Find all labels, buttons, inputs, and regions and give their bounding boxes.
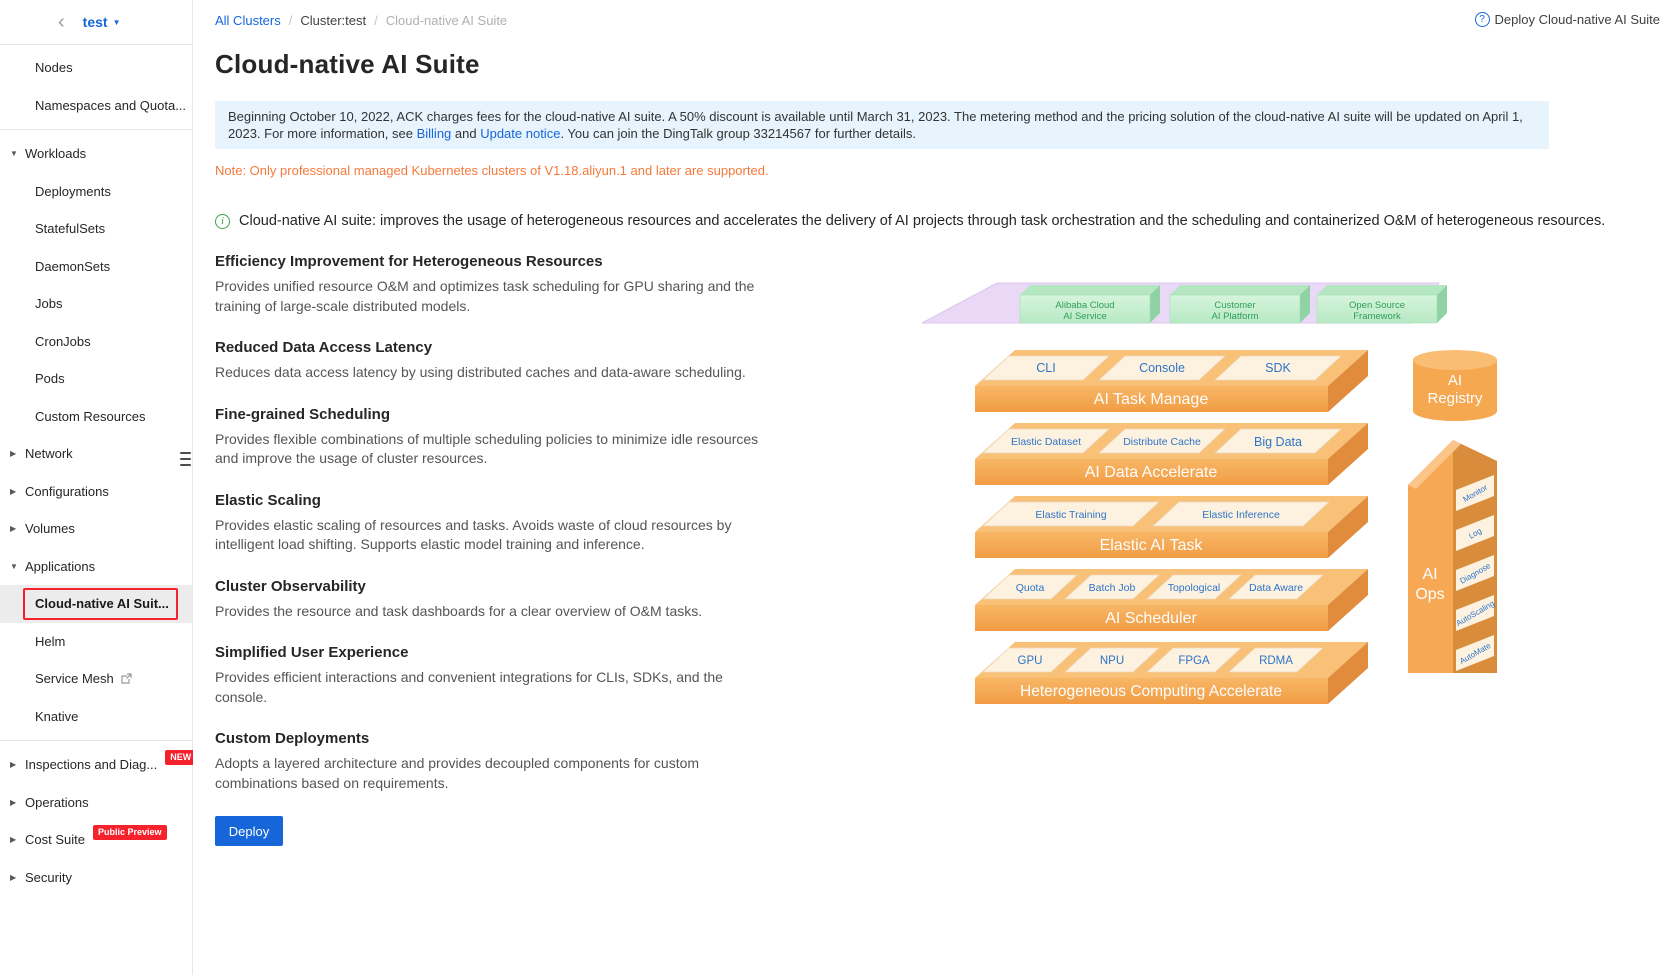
svg-text:Elastic AI Task: Elastic AI Task (1099, 537, 1203, 554)
sidebar-item-helm[interactable]: Helm (35, 633, 66, 649)
sidebar-item-deployments[interactable]: Deployments (35, 183, 111, 199)
svg-text:AI Scheduler: AI Scheduler (1105, 610, 1197, 627)
svg-text:Alibaba Cloud: Alibaba Cloud (1055, 300, 1115, 311)
update-notice-link[interactable]: Update notice (480, 126, 561, 141)
svg-text:Framework: Framework (1353, 311, 1401, 322)
sidebar-item-pods[interactable]: Pods (35, 371, 65, 387)
caret-down-icon (10, 149, 25, 158)
sidebar-group-workloads[interactable]: ▼ Workloads (0, 135, 192, 173)
sidebar-group-security[interactable]: ▶ Security (0, 859, 192, 897)
feature-efficiency: Efficiency Improvement for Heterogeneous Resources Provides unified resource O&M and optimizes task scheduling for GPU sharing and the training of large-scale distributed models. (215, 253, 755, 314)
svg-text:Data Aware: Data Aware (1248, 582, 1304, 594)
svg-text:Batch Job: Batch Job (1088, 582, 1136, 594)
svg-text:RDMA: RDMA (1259, 655, 1293, 667)
svg-text:Console: Console (1139, 361, 1185, 375)
svg-text:Log: Log (1467, 526, 1484, 541)
feature-user-experience: Simplified User Experience Provides efficient interactions and convenient integrations for CLIs, SDKs, and the console. (215, 644, 723, 705)
svg-text:Customer: Customer (1214, 300, 1256, 311)
svg-text:Ops: Ops (1415, 586, 1445, 603)
sidebar-item-service-mesh[interactable]: Service Mesh (0, 660, 192, 698)
layer-ai-task-manage (975, 350, 1368, 412)
box-customer-ai-platform (1170, 285, 1310, 323)
svg-text:AI Data Accelerate: AI Data Accelerate (1084, 464, 1218, 481)
breadcrumb-cluster[interactable]: Cluster:test (300, 13, 367, 28)
main-content (193, 0, 1668, 975)
svg-text:GPU: GPU (1017, 655, 1043, 667)
svg-text:Elastic Inference: Elastic Inference (1202, 509, 1280, 521)
svg-text:Big Data: Big Data (1254, 435, 1302, 449)
caret-right-icon (10, 873, 25, 882)
sidebar-nav (0, 45, 192, 896)
svg-text:SDK: SDK (1265, 361, 1291, 375)
svg-text:AI Service: AI Service (1063, 311, 1107, 322)
sidebar-group-inspections[interactable]: ▶ Inspections and Diag... NEW (0, 746, 192, 784)
feature-latency: Reduced Data Access Latency Reduces data access latency by using distributed caches and data-aware scheduling. (215, 339, 746, 380)
svg-text:Heterogeneous Computing Accele: Heterogeneous Computing Accelerate (1020, 683, 1282, 700)
sidebar-group-configurations[interactable]: ▶ Configurations (0, 473, 192, 511)
new-badge: NEW (165, 750, 196, 765)
svg-text:Elastic Dataset: Elastic Dataset (1010, 436, 1082, 448)
sidebar-item-namespaces[interactable]: Namespaces and Quota... (35, 97, 187, 113)
sidebar-item-cloud-native-ai-suite[interactable]: Cloud-native AI Suit... (0, 585, 192, 623)
billing-link[interactable]: Billing (416, 126, 452, 141)
svg-text:AI Platform: AI Platform (1211, 311, 1259, 322)
sidebar-item-jobs[interactable]: Jobs (35, 296, 63, 312)
external-link-icon (121, 673, 132, 684)
breadcrumb-all-clusters[interactable]: All Clusters (215, 13, 281, 28)
svg-text:CLI: CLI (1036, 361, 1056, 375)
sidebar-item-nodes[interactable]: Nodes (35, 60, 73, 76)
svg-text:Topological: Topological (1167, 582, 1221, 594)
ai-registry-cylinder (1413, 350, 1497, 421)
page-title: Cloud-native AI Suite (215, 49, 480, 79)
intro-line: i Cloud-native AI suite: improves the usage of heterogeneous resources and accelerates the delivery of AI projects through task orchestration and the scheduling and containerized O&M of heterogeneous resources. (215, 213, 1668, 229)
feature-elastic-scaling: Elastic Scaling Provides elastic scaling of resources and tasks. Avoids waste of cloud resources by intelligent load shifting. Supports elastic model training and inference. (215, 491, 732, 552)
caret-right-icon (10, 449, 25, 458)
feature-list (215, 253, 773, 846)
fee-notice-banner: Beginning October 10, 2022, ACK charges fees for the cloud-native AI suite. A 50% discount is available until March 31, 2023. The metering method and the pricing solution of the cloud-native AI suite will be updated on April 1, 2023. For more information, see Billing and Update notice. You can join the DingTalk group 33214567 for further details. (215, 101, 1549, 149)
svg-text:Diagnose: Diagnose (1458, 561, 1493, 586)
svg-text:AutoScaling: AutoScaling (1454, 598, 1496, 629)
layer-ai-scheduler (975, 569, 1368, 631)
sidebar-item-cronjobs[interactable]: CronJobs (35, 333, 91, 349)
back-chevron-icon[interactable] (58, 12, 65, 32)
box-alibaba-cloud-ai-service (1020, 285, 1160, 323)
sidebar-item-knative[interactable]: Knative (35, 708, 79, 724)
svg-text:Monitor: Monitor (1461, 482, 1490, 505)
svg-text:FPGA: FPGA (1178, 655, 1210, 667)
caret-right-icon (10, 760, 25, 769)
deploy-help-link[interactable]: ? Deploy Cloud-native AI Suite (1475, 12, 1660, 27)
cluster-switcher[interactable] (83, 14, 121, 30)
sidebar-toggle-handle[interactable] (180, 452, 191, 466)
svg-text:AI: AI (1447, 372, 1463, 389)
breadcrumb-separator: / (374, 13, 378, 28)
caret-right-icon (10, 487, 25, 496)
sidebar-group-applications[interactable]: ▼ Applications (0, 548, 192, 586)
svg-text:AI: AI (1422, 566, 1438, 583)
layer-elastic-ai-task (975, 496, 1368, 558)
architecture-diagram (915, 263, 1535, 738)
cluster-name: test (82, 14, 108, 30)
sidebar-group-operations[interactable]: ▶ Operations (0, 784, 192, 822)
public-preview-badge: Public Preview (93, 825, 167, 840)
deploy-button[interactable]: Deploy (215, 816, 283, 846)
feature-observability: Cluster Observability Provides the resource and task dashboards for a clear overview of O&M tasks. (215, 577, 703, 619)
svg-text:AutoMate: AutoMate (1458, 640, 1493, 666)
info-circle-icon (215, 214, 230, 229)
question-circle-icon (1475, 12, 1490, 27)
sidebar-item-statefulsets[interactable]: StatefulSets (35, 221, 106, 237)
svg-text:Quota: Quota (1015, 582, 1045, 594)
sidebar-item-daemonsets[interactable]: DaemonSets (35, 258, 111, 274)
sidebar-divider (0, 740, 192, 741)
sidebar-group-volumes[interactable]: ▶ Volumes (0, 510, 192, 548)
breadcrumb-separator: / (288, 13, 293, 28)
ai-ops-column (1408, 440, 1497, 673)
caret-right-icon (10, 524, 25, 533)
sidebar-item-custom-resources[interactable]: Custom Resources (35, 408, 146, 424)
layer-heterogeneous-computing (975, 642, 1368, 704)
sidebar-divider (0, 129, 192, 130)
sidebar-group-cost-suite[interactable]: ▶ Cost Suite Public Preview (0, 821, 192, 859)
svg-text:Registry: Registry (1427, 390, 1483, 407)
feature-scheduling: Fine-grained Scheduling Provides flexible combinations of multiple scheduling policies to minimize idle resources and improve the usage of cluster resources. (215, 405, 759, 466)
box-open-source-framework (1317, 285, 1447, 323)
caret-right-icon (10, 798, 25, 807)
breadcrumb (215, 0, 1668, 28)
svg-text:NPU: NPU (1099, 655, 1125, 667)
svg-text:AI Task Manage: AI Task Manage (1093, 391, 1209, 408)
version-note: Note: Only professional managed Kubernetes clusters of V1.18.aliyun.1 and later are supported. (215, 163, 769, 178)
svg-text:Elastic Training: Elastic Training (1035, 509, 1107, 521)
svg-text:Open Source: Open Source (1349, 300, 1405, 311)
layer-ai-data-accelerate (975, 423, 1368, 485)
sidebar (0, 0, 193, 975)
breadcrumb-current: Cloud-native AI Suite (385, 13, 508, 28)
caret-right-icon (10, 835, 25, 844)
svg-text:Distribute Cache: Distribute Cache (1123, 436, 1201, 448)
sidebar-header (0, 0, 192, 45)
feature-custom-deployments: Custom Deployments Adopts a layered architecture and provides decoupled components for custom combinations based on requirements. (215, 730, 700, 791)
caret-down-icon (10, 562, 25, 571)
sidebar-group-network[interactable]: ▶ Network (0, 435, 192, 473)
